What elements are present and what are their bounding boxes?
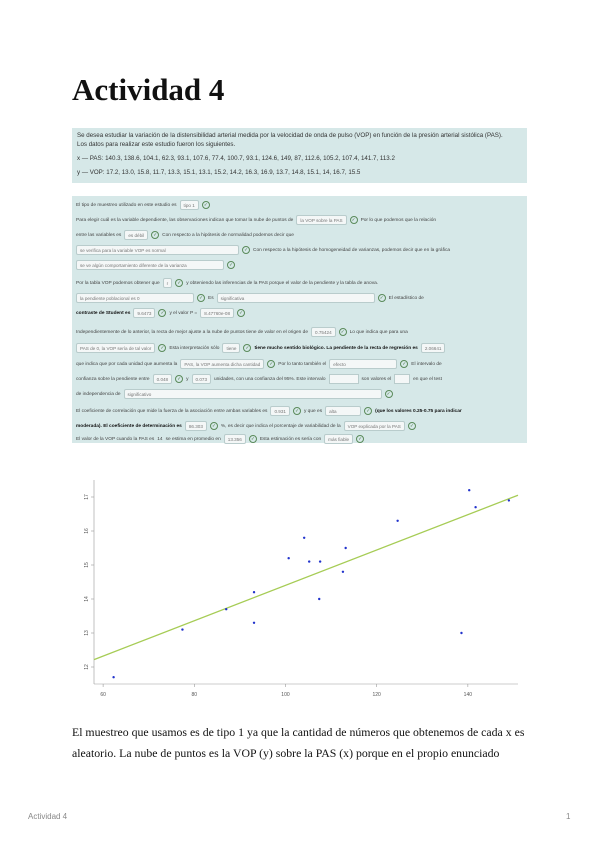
r3-text-a: entre las variables es [76, 232, 122, 238]
r10-text-b: tiene mucho sentido biológico. La pendiente de la recta de regresión es [254, 345, 418, 351]
body-paragraph: El muestreo que usamos es de tipo 1 ya que la cantidad de números que obtenemos de cada x es aleatorio. La nube de puntos es la VOP (y) sobre la PAS (x) porque en el propio enunciado [72, 725, 525, 760]
r14-text-b: y que es [303, 408, 323, 414]
slope-input[interactable]: 2.06641 [421, 343, 446, 353]
exercise-row-5 [76, 260, 523, 270]
data-point [318, 598, 320, 600]
r12-text-a: confianza sobre la pendiente entre [76, 376, 150, 382]
exercise-row-9 [76, 327, 523, 337]
statement-line-1: Se desea estudiar la variación de la distensibilidad arterial medida por la velocidad de onda de pulso (VOP) en función de la presión arterial sistólica (PAS). [77, 132, 503, 139]
exercise-row-11 [76, 359, 523, 369]
r7-mid: Es [208, 295, 214, 301]
variability-select[interactable]: VOP explicada por la PAS [344, 421, 405, 431]
exercise-row-10 [76, 343, 523, 353]
r16-text-a: El valor de la VOP cuando la PAS es [76, 436, 155, 442]
r11-text-b: Por lo tanto también el [278, 361, 327, 367]
exercise-row-3 [76, 230, 523, 240]
r9-text-b: Lo que indica que para una [349, 329, 408, 335]
r14-text-a: El coeficiente de correlación que mide la fuerza de la asociación entre ambas variables es [76, 408, 268, 414]
exercise-row-14 [76, 406, 523, 416]
effect-select[interactable]: efecto [329, 359, 397, 369]
y-tick-label: 16 [84, 528, 90, 534]
r3-text-b: Con respecto a la hipótesis de normalidad podemos decir que [162, 232, 294, 238]
data-point [508, 499, 510, 501]
intercept-input[interactable]: 0.75424 [311, 327, 336, 337]
x-tick-label: 140 [463, 692, 473, 698]
student-statistic-input[interactable]: 9.6473 [133, 308, 155, 318]
r1-text: El tipo de muestreo utilizado en este estudio es [76, 202, 177, 208]
check-icon: ✓ [243, 344, 251, 352]
x-values: 140.3, 138.6, 104.1, 62.3, 93.1, 107.6, 77.4, 100.7, 93.1, 124.6, 149, 87, 112.6, 105.2, 107.4, 141.7, 113.2 [105, 155, 395, 162]
ci-upper-input[interactable]: 0.073 [192, 374, 212, 384]
exercise-row-16 [76, 434, 523, 444]
data-point [342, 571, 344, 573]
r9-text-a: Independientemente de lo anterior, la recta de mejor ajuste a la nube de puntos tiene de valor en el origen de [76, 329, 309, 335]
check-icon: ✓ [364, 407, 372, 415]
r12-text-d: son valores el [361, 376, 392, 382]
ci-lower-input[interactable]: 0.048 [153, 374, 173, 384]
data-point [474, 506, 476, 508]
y-values: 17.2, 13.0, 15.8, 11.7, 13.3, 15.1, 13.1, 15.2, 14.2, 16.3, 16.9, 13.7, 14.8, 15.1, 14, 16.7, 15.5 [106, 169, 361, 176]
check-icon: ✓ [339, 328, 347, 336]
data-point [225, 608, 227, 610]
r2-text-a: Para elegir cuál es la variable dependiente, las observaciones indican que tomar la nube de puntos de [76, 217, 294, 223]
r15-text-b: %, es decir que indica el porcentaje de variabilidad de la [220, 423, 341, 429]
data-point [253, 591, 255, 593]
check-icon: ✓ [158, 344, 166, 352]
check-icon: ✓ [242, 246, 250, 254]
x-data-row [77, 155, 395, 162]
data-point [303, 537, 305, 539]
check-icon: ✓ [293, 407, 301, 415]
r11-text-a: que indica que por cada unidad que aumenta la [76, 361, 178, 367]
check-icon: ✓ [237, 309, 245, 317]
r16-text-b: se estima en promedio en [165, 436, 221, 442]
data-point [468, 489, 470, 491]
footer-page-number: 1 [566, 812, 571, 821]
data-point [396, 520, 398, 522]
r11-text-c: El intervalo de [411, 361, 442, 367]
r6-text-a: Por la tabla VOP podemos obtener que [76, 280, 160, 286]
check-icon: ✓ [227, 261, 235, 269]
data-point [308, 560, 310, 562]
exercise-row-12 [76, 374, 523, 384]
x-tick-label: 120 [372, 692, 381, 698]
r12-text-e: en que el test [413, 376, 442, 382]
r12-text-c: unidades, con una confianza del 95%. Este intervalo [214, 376, 326, 382]
reliability-select[interactable]: más fiable [324, 434, 353, 444]
y-tick-label: 13 [84, 630, 90, 636]
intercept-meaning-select[interactable]: PAS de 0, la VOP sería de tal valor [76, 343, 155, 353]
check-icon: ✓ [249, 435, 257, 443]
slope-meaning-select[interactable]: PAS, la VOP aumenta dicha cantidad [180, 359, 264, 369]
check-icon: ✓ [378, 294, 386, 302]
data-point [181, 628, 183, 630]
chart-axes [84, 480, 518, 698]
r6-text-b: y obteniendo las inferencias de la PAS porque el valor de la pendiente y la tabla de anova. [186, 280, 379, 286]
y-label: y — VOP: [77, 169, 105, 176]
statistic-select[interactable]: r [163, 278, 173, 288]
exercise-row-1 [76, 200, 523, 210]
r8-text-b: y el valor P = [169, 310, 198, 316]
correlation-input[interactable]: 0.931 [270, 406, 290, 416]
r7-end: El estadístico de [388, 295, 424, 301]
exercise-row-2 [76, 215, 523, 225]
data-point [287, 557, 289, 559]
y-tick-label: 12 [84, 664, 90, 670]
footer-title: Actividad 4 [28, 812, 68, 821]
scatter-chart [78, 472, 528, 704]
data-point [319, 560, 321, 562]
statement-line-2: Los datos para realizar este estudio fueron los siguientes. [77, 141, 236, 148]
statement-panel [72, 128, 527, 183]
y-tick-label: 14 [84, 596, 90, 602]
r15-text-a: moderada). El coeficiente de determinación es [76, 423, 182, 429]
independence-select[interactable]: significativo [124, 389, 382, 399]
x-tick-label: 80 [191, 692, 198, 698]
x-tick-label: 60 [100, 692, 106, 698]
y-data-row [77, 169, 360, 176]
ci-contains-input[interactable] [329, 374, 359, 384]
r14-text-c: (que los valores 0.25-0.75 para indicar [375, 408, 462, 414]
x-label: x — PAS: [77, 155, 104, 162]
check-icon: ✓ [151, 231, 159, 239]
exercise-row-15 [76, 421, 523, 431]
regression-line [94, 495, 518, 659]
check-icon: ✓ [197, 294, 205, 302]
check-icon: ✓ [175, 279, 183, 287]
exercise-row-8 [76, 308, 523, 318]
significance-select[interactable]: significativa [217, 293, 375, 303]
r16-text-c: Esta estimación es sería con [259, 436, 322, 442]
data-point [253, 622, 255, 624]
check-icon: ✓ [385, 390, 393, 398]
check-icon: ✓ [350, 216, 358, 224]
ci-value-input[interactable] [394, 374, 410, 384]
check-icon: ✓ [158, 309, 166, 317]
r8-text-a: contraste de Student es [76, 310, 131, 316]
check-icon: ✓ [408, 422, 416, 430]
exercise-panel [72, 196, 527, 443]
hypothesis-select[interactable]: la pendiente poblacional es 0 [76, 293, 194, 303]
r4-text: Con respecto a la hipótesis de homogeneidad de varianzas, podemos decir que en la gráfica [253, 247, 451, 253]
x-tick-label: 100 [281, 692, 290, 698]
sense-select[interactable]: tiene [222, 343, 240, 353]
data-point [344, 547, 346, 549]
check-icon: ✓ [356, 435, 364, 443]
page-title: Actividad 4 [72, 72, 225, 107]
check-icon: ✓ [175, 375, 183, 383]
r16-x: 14 [157, 436, 163, 442]
trend-line-layer [94, 495, 518, 659]
check-icon: ✓ [267, 360, 275, 368]
check-icon: ✓ [210, 422, 218, 430]
data-point [460, 632, 462, 634]
data-point [112, 676, 114, 678]
exercise-row-7 [76, 293, 523, 303]
relationship-select[interactable]: es débil [124, 230, 148, 240]
dependent-variable-select[interactable]: la VOP sobre la PAS [296, 215, 346, 225]
determination-input[interactable]: 86.303 [185, 421, 207, 431]
exercise-row-4 [76, 245, 523, 255]
strength-select[interactable]: alta [325, 406, 361, 416]
data-points [112, 489, 510, 678]
exercise-row-13 [76, 389, 523, 399]
check-icon: ✓ [202, 201, 210, 209]
check-icon: ✓ [400, 360, 408, 368]
r10-text-a: Esta interpretación sólo [169, 345, 220, 351]
estimate-input[interactable]: 13.356 [224, 434, 246, 444]
r12-text-b: y [186, 376, 189, 382]
y-tick-label: 15 [84, 562, 90, 568]
y-tick-label: 17 [84, 494, 90, 500]
variance-select[interactable]: se ve algún comportamiento diferente de la varianza [76, 260, 224, 270]
p-value-input[interactable]: 8.47760e-08 [200, 308, 234, 318]
r13-text-a: de independencia de [76, 391, 121, 397]
exercise-row-6 [76, 278, 523, 288]
sampling-type-select[interactable]: tipo 1 [180, 200, 199, 210]
normality-select[interactable]: se verifica para la variable VOP es normal [76, 245, 239, 255]
r2-text-b: Por lo que podemos que la relación [360, 217, 437, 223]
